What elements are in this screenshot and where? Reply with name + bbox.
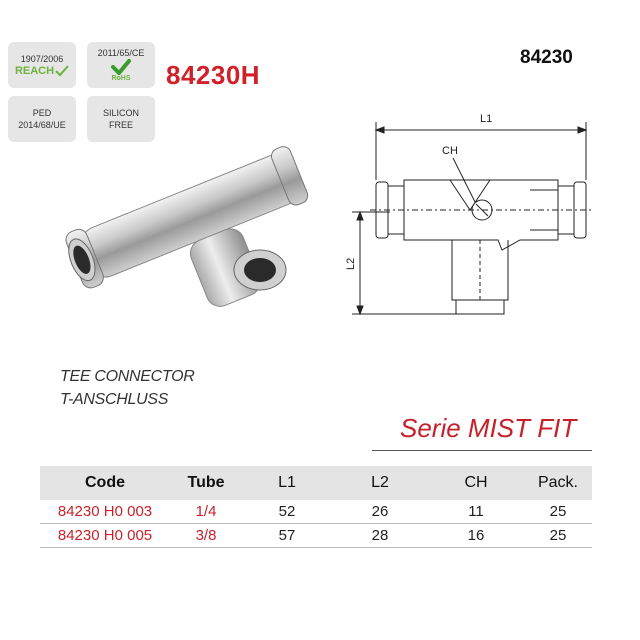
cell-l2: 28 bbox=[371, 527, 389, 544]
cell-code: 84230 H0 003 bbox=[57, 503, 153, 520]
checkmark-icon bbox=[111, 59, 131, 75]
cell-ch: 16 bbox=[467, 527, 485, 544]
cell-pack: 25 bbox=[549, 503, 567, 520]
description-de: T-ANSCHLUSS bbox=[60, 391, 169, 408]
col-header-pack: Pack. bbox=[537, 474, 578, 491]
reach-badge-line1: 1907/2006 bbox=[20, 54, 64, 64]
silicon-badge-line2: FREE bbox=[108, 120, 133, 130]
product-photo bbox=[55, 120, 325, 310]
cell-tube: 1/4 bbox=[195, 503, 217, 520]
silicon-badge-line1: SILICON bbox=[102, 108, 139, 118]
cell-tube: 3/8 bbox=[195, 527, 217, 544]
cell-pack: 25 bbox=[549, 527, 567, 544]
table-row bbox=[40, 524, 592, 548]
ped-badge-line2: 2014/68/UE bbox=[18, 120, 66, 130]
cell-l1: 57 bbox=[278, 527, 296, 544]
description-en: TEE CONNECTOR bbox=[60, 368, 195, 385]
ch-label: CH bbox=[442, 145, 458, 157]
col-header-l2: L2 bbox=[371, 474, 389, 491]
l2-label: L2 bbox=[345, 257, 357, 270]
rohs-badge bbox=[87, 42, 155, 88]
col-header-code: Code bbox=[85, 474, 125, 491]
cell-ch: 11 bbox=[468, 503, 484, 520]
reach-badge-label: REACH bbox=[14, 65, 55, 77]
serie-title: Serie MIST FIT bbox=[400, 413, 577, 443]
cell-l1: 52 bbox=[278, 503, 296, 520]
table-header-row bbox=[40, 466, 592, 500]
product-code: 84230 bbox=[520, 47, 573, 68]
cell-l2: 26 bbox=[371, 503, 389, 520]
table-row bbox=[40, 500, 592, 524]
col-header-ch: CH bbox=[464, 474, 488, 491]
ped-badge-line1: PED bbox=[32, 108, 52, 118]
technical-drawing bbox=[330, 100, 600, 330]
serie-underline bbox=[372, 450, 592, 451]
checkmark-icon bbox=[55, 65, 69, 77]
col-header-l1: L1 bbox=[278, 474, 296, 491]
col-header-tube: Tube bbox=[187, 474, 225, 491]
reach-badge bbox=[8, 42, 76, 88]
l1-label: L1 bbox=[480, 113, 493, 125]
cell-code: 84230 H0 005 bbox=[57, 527, 153, 544]
rohs-badge-label: RoHS bbox=[111, 75, 131, 82]
product-title: 84230H bbox=[166, 60, 261, 90]
rohs-badge-line1: 2011/65/CE bbox=[97, 48, 145, 58]
spec-table bbox=[40, 466, 592, 548]
